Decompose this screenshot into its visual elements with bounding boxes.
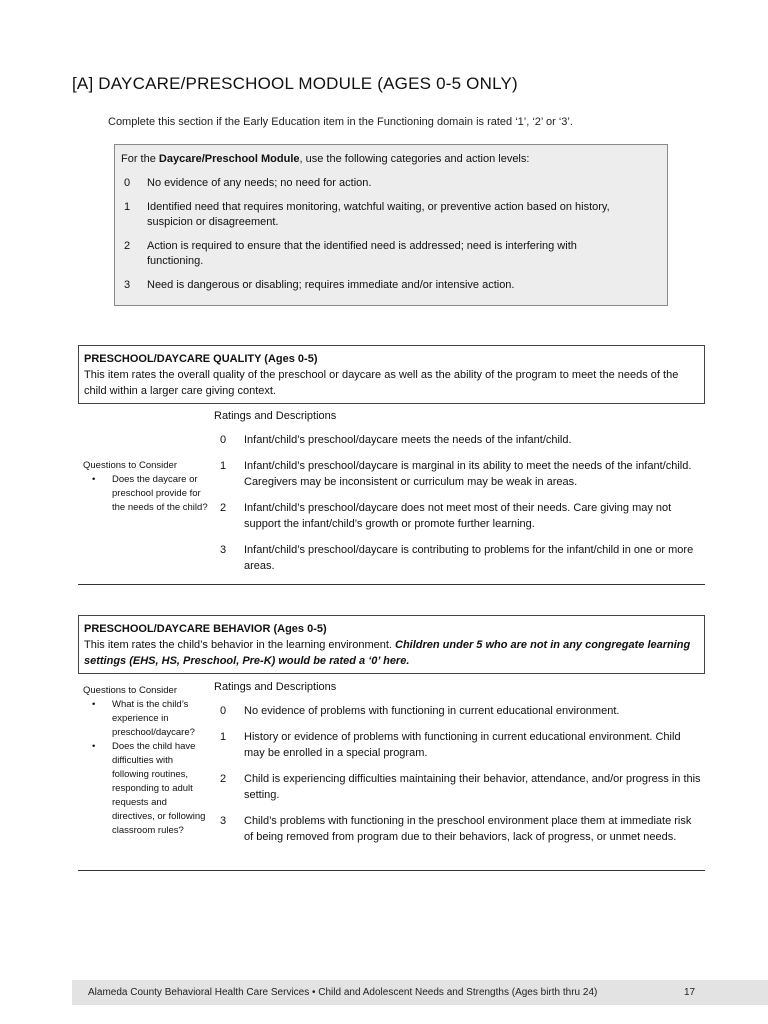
level-text: Action is required to ensure that the identified need is addressed; need is interfering with functioning. xyxy=(147,240,577,267)
rating-text: History or evidence of problems with functioning in current educational environment. Child may be enrolled in a special program. xyxy=(244,731,681,759)
item-description-emphasis: Children under 5 who are not in any congregate learning settings (EHS, HS, Preschool, Pre-K) would be rated a ‘0’ here. xyxy=(84,639,691,667)
ratings-label: Ratings and Descriptions xyxy=(214,410,337,422)
intro-text: Complete this section if the Early Education item in the Functioning domain is rated ‘1’, ‘2’ or ‘3’. xyxy=(108,116,573,128)
rating-number: 1 xyxy=(220,460,227,472)
rating-text: Infant/child’s preschool/daycare meets the needs of the infant/child. xyxy=(244,434,572,446)
rating-text: Child’s problems with functioning in the preschool environment place them at immediate risk of being removed from program due to their behaviors, lack of progress, or unmet needs. xyxy=(244,815,692,843)
action-levels-box xyxy=(114,144,668,306)
legend-level xyxy=(121,278,661,293)
rating-number: 1 xyxy=(220,731,227,743)
legend-level xyxy=(121,239,661,269)
rating-row xyxy=(214,432,702,448)
page-footer xyxy=(72,980,768,1005)
item-header-quality xyxy=(78,345,705,404)
rating-row xyxy=(214,813,702,845)
rating-row xyxy=(214,703,702,719)
rating-text: Infant/child’s preschool/daycare is contributing to problems for the infant/child in one or more areas. xyxy=(244,544,694,572)
question-item: • Does the daycare or preschool provide for the needs of the child? xyxy=(83,473,211,515)
item-header-behavior xyxy=(78,615,705,674)
rating-text: No evidence of problems with functioning in current educational environment. xyxy=(244,705,620,717)
rating-row xyxy=(214,500,702,532)
rating-number: 0 xyxy=(220,434,227,446)
rating-text: Child is experiencing difficulties maintaining their behavior, attendance, and/or progress in this setting. xyxy=(244,773,701,801)
rating-text: Infant/child’s preschool/daycare is marginal in its ability to meet the needs of the infant/child. Caregivers may be inconsistent or curriculum may be weak in areas. xyxy=(244,460,692,488)
rating-row xyxy=(214,771,702,803)
rating-row xyxy=(214,542,702,574)
level-text: No evidence of any needs; no need for action. xyxy=(147,177,372,189)
legend-level xyxy=(121,200,661,230)
item-description xyxy=(84,367,699,399)
level-text: Need is dangerous or disabling; requires immediate and/or intensive action. xyxy=(147,279,515,291)
legend-intro-post: , use the following categories and action levels: xyxy=(299,153,530,165)
item-body-quality xyxy=(78,406,705,585)
rating-number: 0 xyxy=(220,705,227,717)
questions-label: Questions to Consider xyxy=(83,460,177,471)
rating-number: 2 xyxy=(220,773,227,785)
question-item: • What is the child’s experience in preschool/daycare? xyxy=(83,698,211,740)
page-number: 17 xyxy=(684,987,696,998)
rating-row xyxy=(214,729,702,761)
footer-text: Alameda County Behavioral Health Care Services • Child and Adolescent Needs and Strengths (Ages birth thru 24) xyxy=(88,987,598,998)
rating-number: 2 xyxy=(220,502,227,514)
level-number: 2 xyxy=(124,240,131,252)
questions-label: Questions to Consider xyxy=(83,685,177,696)
ratings-label: Ratings and Descriptions xyxy=(214,681,337,693)
item-description xyxy=(84,637,699,669)
rating-row xyxy=(214,458,702,490)
level-number: 0 xyxy=(124,177,131,189)
questions-to-consider xyxy=(83,684,211,838)
legend-intro-pre: For the xyxy=(121,153,159,165)
ratings-and-descriptions xyxy=(214,410,702,584)
level-number: 3 xyxy=(124,279,131,291)
rating-number: 3 xyxy=(220,544,227,556)
legend-module-name: Daycare/Preschool Module xyxy=(158,153,300,165)
ratings-and-descriptions xyxy=(214,681,702,855)
item-description-text: This item rates the child’s behavior in the learning environment. xyxy=(84,639,396,651)
page-title: [A] DAYCARE/PRESCHOOL MODULE (AGES 0-5 ONLY) xyxy=(72,74,518,93)
level-number: 1 xyxy=(124,201,131,213)
legend-intro xyxy=(121,152,661,167)
rating-text: Infant/child’s preschool/daycare does not meet most of their needs. Care giving may not support the infant/child’s growth or promote further learning. xyxy=(244,502,672,530)
legend-level xyxy=(121,176,661,191)
item-description-text: This item rates the overall quality of the preschool or daycare as well as the ability of the program to meet the needs of the child within a larger care giving context. xyxy=(84,369,679,397)
questions-to-consider xyxy=(83,459,211,515)
rating-number: 3 xyxy=(220,815,227,827)
item-title: PRESCHOOL/DAYCARE QUALITY (Ages 0-5) xyxy=(84,353,318,365)
question-item: • Does the child have difficulties with following routines, responding to adult requests and directives, or following classroom rules? xyxy=(83,740,211,838)
item-body-behavior xyxy=(78,676,705,871)
item-title: PRESCHOOL/DAYCARE BEHAVIOR (Ages 0-5) xyxy=(84,623,327,635)
level-text: Identified need that requires monitoring, watchful waiting, or preventive action based on history, suspicion or disagreement. xyxy=(147,201,610,228)
